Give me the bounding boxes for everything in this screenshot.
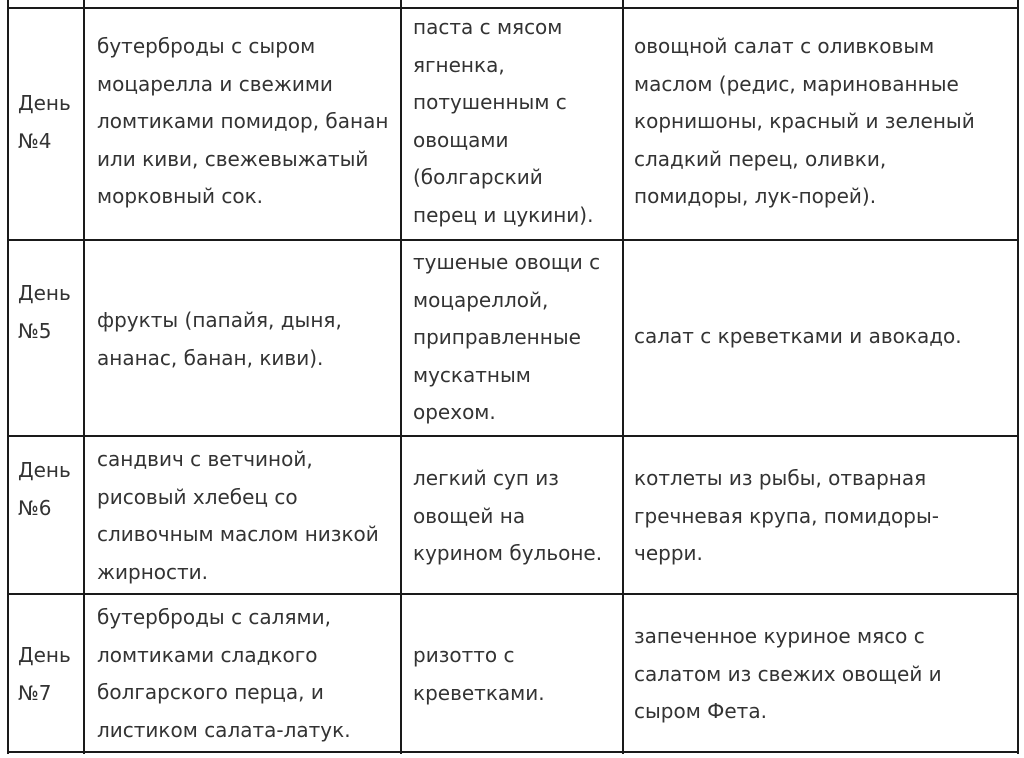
day-cell: День №7 [18, 643, 71, 705]
meal-plan-table [7, 0, 1019, 754]
breakfast-cell: фрукты (папайя, дыня, ананас, банан, киви). [97, 308, 342, 370]
row-border [7, 593, 1019, 595]
row-border [7, 435, 1019, 437]
column-border [1017, 0, 1019, 754]
dinner-cell: котлеты из рыбы, отварная гречневая крупа, помидоры- черри. [634, 466, 939, 566]
lunch-cell: легкий суп из овощей на курином бульоне. [413, 466, 603, 566]
column-border [622, 0, 624, 754]
breakfast-cell: бутерброды с салями, ломтиками сладкого болгарского перца, и листиком салата-латук. [97, 605, 351, 742]
lunch-cell: паста с мясом ягненка, потушенным с овощами (болгарский перец и цукини). [413, 15, 594, 227]
breakfast-cell: сандвич с ветчиной, рисовый хлебец со сливочным маслом низкой жирности. [97, 447, 379, 584]
row-border [7, 751, 1019, 753]
column-border [83, 0, 85, 754]
day-cell: День №6 [18, 458, 71, 520]
column-border [400, 0, 402, 754]
dinner-cell: запеченное куриное мясо с салатом из свежих овощей и сыром Фета. [634, 624, 942, 724]
column-border [7, 0, 9, 754]
lunch-cell: тушеные овощи с моцареллой, приправленные мускатным орехом. [413, 250, 601, 425]
day-cell: День №5 [18, 281, 71, 343]
day-cell: День №4 [18, 91, 71, 153]
breakfast-cell: бутерброды с сыром моцарелла и свежими ломтиками помидор, банан или киви, свежевыжатый морковный сок. [97, 34, 389, 209]
dinner-cell: овощной салат с оливковым маслом (редис, маринованные корнишоны, красный и зеленый сладкий перец, оливки, помидоры, лук-порей). [634, 34, 975, 209]
lunch-cell: ризотто с креветками. [413, 643, 545, 705]
row-border [7, 239, 1019, 241]
dinner-cell: салат с креветками и авокадо. [634, 324, 962, 348]
